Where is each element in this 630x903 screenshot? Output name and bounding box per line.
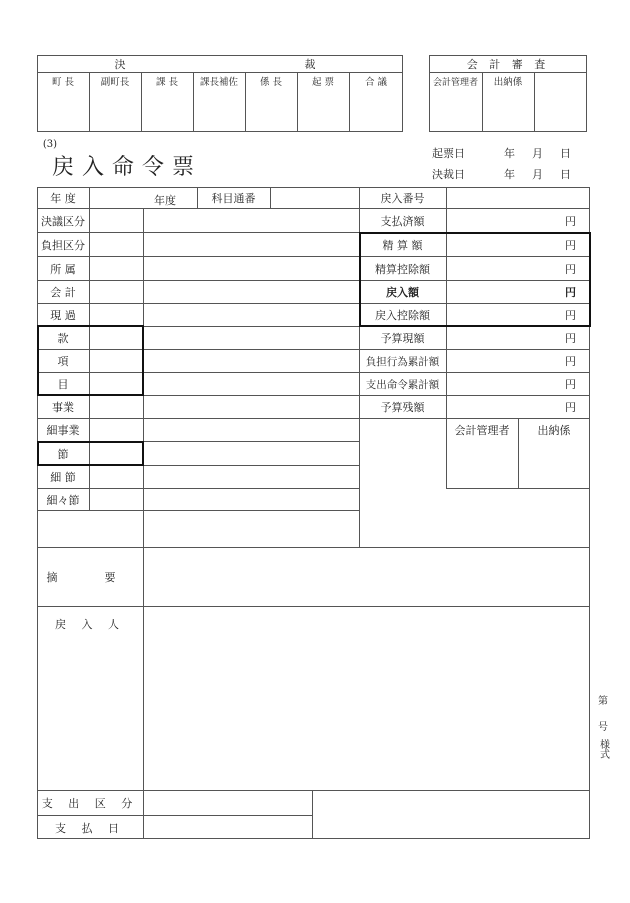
approval-header-right: 裁	[304, 57, 316, 71]
label-modori-nin: 戻 入 人	[55, 618, 125, 631]
label-modori-number: 戻入番号	[380, 191, 425, 205]
yen-yosan-gen: 円	[565, 332, 576, 345]
label-yosan-gen: 予算現額	[380, 332, 425, 345]
label-saisaisetsu: 細々節	[46, 493, 80, 507]
label-tekiyo: 摘 要	[46, 571, 134, 584]
yen-futan-ruikei: 円	[565, 355, 576, 368]
page-title: 戻入命令票	[52, 154, 203, 180]
yen-shiharai-zumi: 円	[565, 214, 576, 228]
approval-role-mayor: 町 長	[51, 77, 75, 88]
label-modori-koujo: 戻入控除額	[375, 309, 430, 322]
label-futan-ruikei: 負担行為累計額	[365, 355, 440, 368]
label-shozoku: 所 属	[50, 262, 76, 276]
label-yosan-zan: 予算残額	[380, 401, 425, 414]
approval-role-subsection-chief: 係 長	[259, 77, 283, 88]
yen-seisan-koujo: 円	[565, 262, 576, 276]
audit-role-cashier: 出納係	[493, 77, 523, 88]
side-note-yoshiki: 様式	[597, 739, 609, 759]
form-number: (3)	[42, 138, 58, 150]
approval-header-left: 決	[114, 57, 126, 71]
approval-role-assistant-chief: 課長補佐	[199, 77, 238, 88]
yen-shishutsu-ruikei: 円	[565, 378, 576, 391]
issue-date-label: 起票日	[432, 147, 465, 160]
label-setsu: 節	[57, 447, 69, 461]
label-kamoku-tsuban: 科目通番	[211, 191, 256, 205]
label-saisetsu: 細 節	[50, 471, 76, 484]
approval-role-deputy-mayor: 副町長	[100, 77, 130, 88]
label-shiharai-zumi: 支払済額	[380, 214, 425, 228]
label-saijigyo: 細事業	[46, 424, 80, 437]
side-note-dai: 第	[598, 695, 608, 707]
bottom-audit-cashier: 出納係	[537, 424, 571, 437]
kan-kou-moku-highlight	[37, 325, 144, 396]
seisan-modori-highlight	[359, 232, 591, 327]
label-seisan-koujo: 精算控除額	[375, 262, 430, 276]
label-nendo: 年 度	[50, 191, 76, 205]
label-genka: 現 過	[50, 309, 76, 322]
label-shishutsu-ruikei: 支出命令累計額	[365, 378, 440, 391]
issue-date-units: 年 月 日	[504, 147, 574, 160]
label-futan-kubun: 負担区分	[41, 238, 85, 252]
label-shiharai-bi: 支 払 日	[55, 821, 125, 835]
label-shishutsu-kubun: 支 出 区 分	[41, 797, 139, 810]
yen-yosan-zan: 円	[565, 401, 576, 414]
approval-role-drafter: 起 票	[311, 77, 335, 88]
approval-role-council: 合 議	[364, 77, 388, 88]
label-modori-gaku: 戻入額	[386, 286, 419, 299]
label-ketsugi-kubun: 決議区分	[41, 214, 85, 228]
setsu-highlight	[37, 441, 144, 466]
bottom-audit-accountant: 会計管理者	[454, 424, 510, 437]
approval-role-section-chief: 課 長	[155, 77, 179, 88]
decide-date-units: 年 月 日	[504, 168, 574, 181]
label-moku: 目	[57, 378, 69, 391]
label-nendo-suffix: 年度	[154, 193, 176, 207]
label-kou: 項	[57, 355, 69, 368]
side-note-go: 号	[598, 721, 608, 733]
label-kaikei: 会 計	[50, 286, 76, 299]
label-jigyo: 事業	[52, 401, 74, 414]
decide-date-label: 決裁日	[432, 168, 465, 181]
yen-seisan-gaku: 円	[565, 238, 576, 252]
label-seisan-gaku: 精 算 額	[382, 238, 423, 252]
audit-role-accountant: 会計管理者	[432, 77, 478, 88]
audit-header: 会 計 審 査	[466, 57, 550, 71]
label-kan: 款	[57, 332, 69, 345]
yen-modori-koujo: 円	[565, 309, 576, 322]
yen-modori-gaku: 円	[565, 286, 576, 299]
